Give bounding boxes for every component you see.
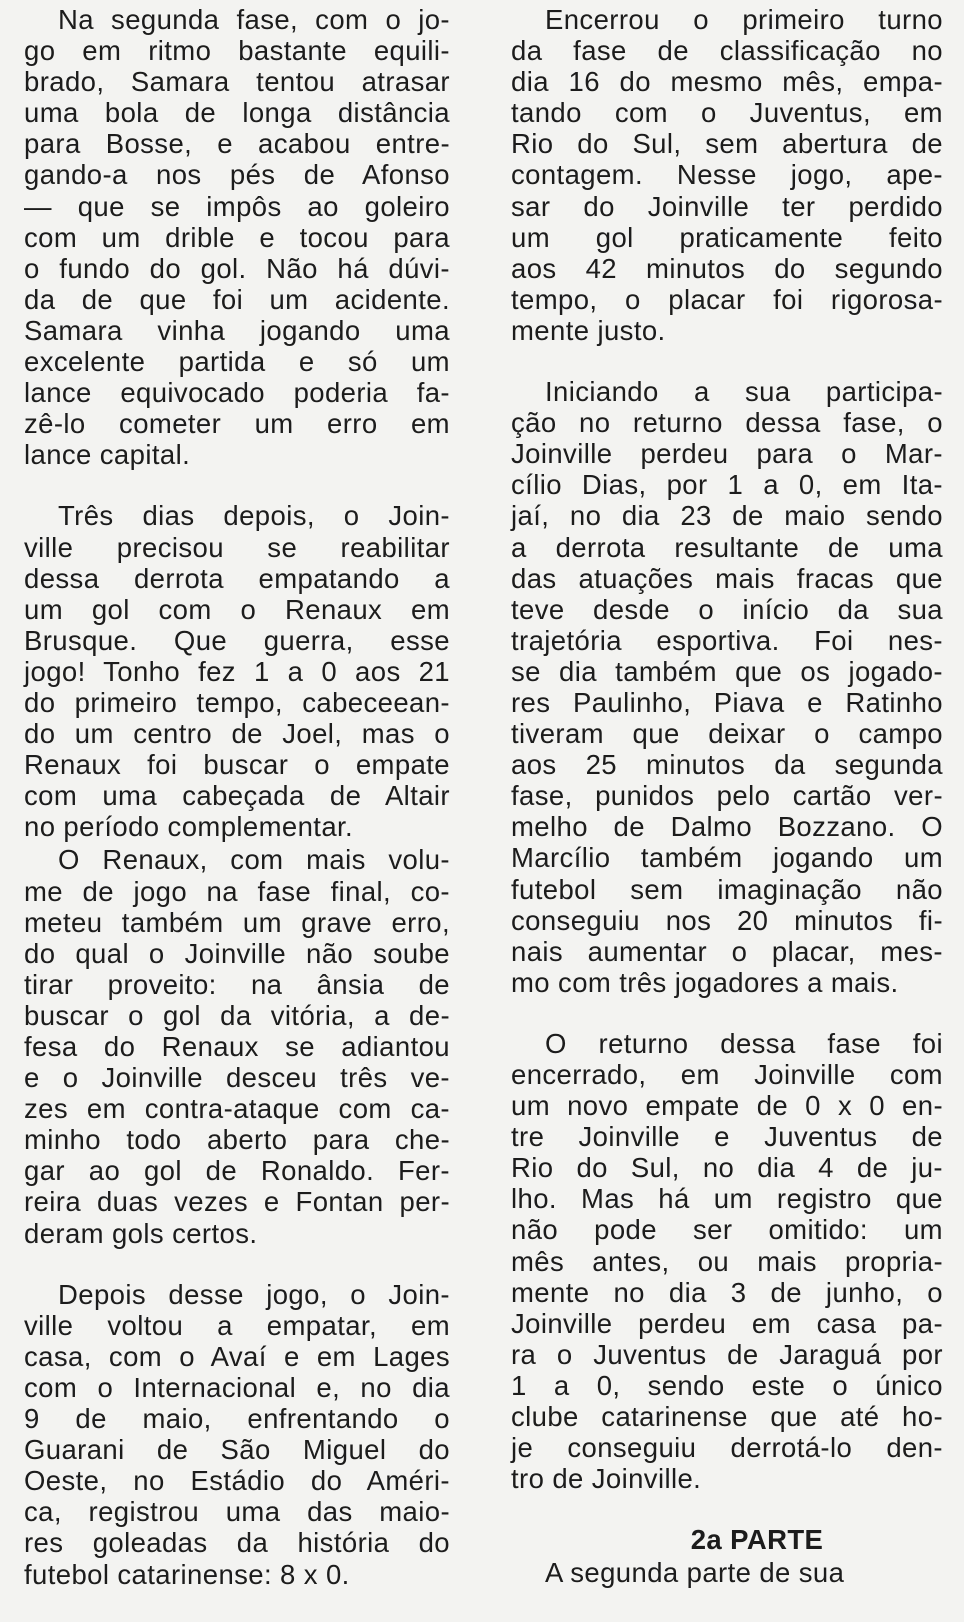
text-line: lho. Mas há um registro que bbox=[511, 1183, 943, 1215]
text-line: não pode ser omitido: um bbox=[511, 1214, 943, 1246]
text-line: um gol com o Renaux em bbox=[24, 593, 450, 625]
text-line: meteu também um grave erro, bbox=[24, 906, 450, 938]
text-line: Três dias depois, o Join- bbox=[58, 500, 450, 532]
text-line: ção no returno dessa fase, o bbox=[511, 407, 943, 439]
text-line: ville precisou se reabilitar bbox=[24, 531, 450, 563]
text-line: cílio Dias, por 1 a 0, em Ita- bbox=[511, 469, 943, 501]
text-line: a derrota resultante de uma bbox=[511, 531, 943, 563]
text-line: das atuações mais fracas que bbox=[511, 562, 943, 594]
text-line: um novo empate de 0 x 0 en- bbox=[511, 1090, 943, 1122]
text-line: gar ao gol de Ronaldo. Fer- bbox=[24, 1155, 450, 1187]
text-line: mo com três jogadores a mais. bbox=[511, 966, 899, 998]
text-line: com um drible e tocou para bbox=[24, 221, 450, 253]
text-line: excelente partida e só um bbox=[24, 346, 450, 378]
text-line: reira duas vezes e Fontan per- bbox=[24, 1186, 450, 1218]
text-line: da de que foi um acidente. bbox=[24, 283, 450, 315]
text-line: minho todo aberto para che- bbox=[24, 1124, 450, 1156]
text-line: Rio do Sul, no dia 4 de ju- bbox=[511, 1152, 943, 1184]
paragraph bbox=[511, 4, 943, 346]
text-line: Marcílio também jogando um bbox=[511, 842, 943, 874]
section-heading bbox=[511, 1524, 943, 1555]
text-line: ville voltou a empatar, em bbox=[24, 1309, 450, 1341]
text-line: zes em contra-ataque com ca- bbox=[24, 1093, 450, 1125]
text-line: melho de Dalmo Bozzano. O bbox=[511, 811, 943, 843]
text-line: tre Joinville e Juventus de bbox=[511, 1121, 943, 1153]
text-line: encerrado, em Joinville com bbox=[511, 1059, 943, 1090]
text-line: fase, punidos pelo cartão ver- bbox=[511, 780, 943, 812]
text-line: casa, com o Avaí e em Lages bbox=[24, 1340, 450, 1372]
text-line: buscar o gol da vitória, a de- bbox=[24, 999, 450, 1031]
paragraph bbox=[511, 1028, 943, 1494]
text-line: sar do Joinville ter perdido bbox=[511, 190, 943, 222]
paragraph-gap bbox=[24, 1249, 450, 1279]
text-line: um gol praticamente feito bbox=[511, 221, 943, 253]
text-line: O Renaux, com mais volu- bbox=[58, 844, 450, 876]
text-line: A segunda parte de sua bbox=[545, 1557, 845, 1589]
text-line: 2a PARTE bbox=[690, 1524, 824, 1556]
text-line: Joinville perdeu em casa pa- bbox=[511, 1307, 943, 1339]
text-line: do um centro de Joel, mas o bbox=[24, 718, 450, 750]
text-line: — que se impôs ao goleiro bbox=[24, 190, 450, 222]
text-line: contagem. Nesse jogo, ape- bbox=[511, 159, 943, 191]
text-line: ca, registrou uma das maio- bbox=[24, 1496, 450, 1528]
text-line: Guarani de São Miguel do bbox=[24, 1434, 450, 1466]
text-line: com uma cabeçada de Altair bbox=[24, 780, 450, 812]
text-line: dessa derrota empatando a bbox=[24, 562, 450, 594]
text-line: tirar proveito: na ânsia de bbox=[24, 968, 450, 1000]
text-line: mente justo. bbox=[511, 314, 666, 346]
text-line: je conseguiu derrotá-lo den- bbox=[511, 1432, 943, 1464]
paragraph bbox=[24, 1279, 450, 1590]
text-line: se dia também que os jogado- bbox=[511, 655, 943, 687]
text-line: O returno dessa fase foi bbox=[545, 1027, 943, 1059]
text-line: do primeiro tempo, cabeceean- bbox=[24, 686, 450, 718]
text-line: com o Internacional e, no dia bbox=[24, 1371, 450, 1403]
right-column bbox=[511, 4, 943, 1589]
text-line: gando-a nos pés de Afonso bbox=[24, 159, 450, 191]
paragraph-gap bbox=[511, 1494, 943, 1524]
text-line: res Paulinho, Piava e Ratinho bbox=[511, 686, 943, 718]
text-line: aos 42 minutos do segundo bbox=[511, 252, 943, 284]
text-line: mês antes, ou mais propria- bbox=[511, 1245, 943, 1277]
text-line: lance capital. bbox=[24, 439, 191, 471]
text-line: o fundo do gol. Não há dúvi- bbox=[24, 252, 450, 284]
text-line: e o Joinville desceu três ve- bbox=[24, 1062, 450, 1094]
text-line: tando com o Juventus, em bbox=[511, 97, 943, 129]
text-line: no período complementar. bbox=[24, 811, 354, 843]
text-line: Joinville perdeu para o Mar- bbox=[511, 438, 943, 470]
text-line: Rio do Sul, sem abertura de bbox=[511, 128, 943, 160]
text-line: deram gols certos. bbox=[24, 1217, 258, 1249]
paragraph-gap bbox=[511, 998, 943, 1028]
text-line: me de jogo na fase final, co- bbox=[24, 875, 450, 907]
text-line: lance equivocado poderia fa- bbox=[24, 377, 450, 409]
text-line: clube catarinense que até ho- bbox=[511, 1401, 943, 1433]
paragraph bbox=[24, 4, 450, 470]
text-line: teve desde o início da sua bbox=[511, 593, 943, 625]
text-line: Oeste, no Estádio do Améri- bbox=[24, 1465, 450, 1497]
paragraph bbox=[24, 500, 450, 842]
paragraph bbox=[24, 844, 450, 1248]
text-line: tiveram que deixar o campo bbox=[511, 718, 943, 750]
text-line: trajetória esportiva. Foi nes- bbox=[511, 624, 943, 656]
text-line: conseguiu nos 20 minutos fi- bbox=[511, 904, 943, 936]
text-line: nais aumentar o placar, mes- bbox=[511, 935, 943, 967]
text-line: mente no dia 3 de junho, o bbox=[511, 1276, 943, 1308]
paragraph bbox=[511, 1557, 943, 1588]
text-line: ra o Juventus de Jaraguá por bbox=[511, 1338, 943, 1370]
text-line: fesa do Renaux se adiantou bbox=[24, 1031, 450, 1062]
text-line: brado, Samara tentou atrasar bbox=[24, 66, 450, 98]
text-line: da fase de classificação no bbox=[511, 35, 943, 67]
text-line: tempo, o placar foi rigorosa- bbox=[511, 283, 943, 315]
text-line: res goleadas da história do bbox=[24, 1527, 450, 1559]
text-line: futebol sem imaginação não bbox=[511, 873, 943, 905]
text-line: Renaux foi buscar o empate bbox=[24, 749, 450, 781]
text-line: Samara vinha jogando uma bbox=[24, 314, 450, 346]
text-line: 1 a 0, sendo este o único bbox=[511, 1369, 943, 1401]
paragraph-gap bbox=[511, 346, 943, 376]
text-line: tro de Joinville. bbox=[511, 1463, 702, 1495]
text-line: go em ritmo bastante equili- bbox=[24, 35, 450, 67]
text-line: Brusque. Que guerra, esse bbox=[24, 624, 450, 656]
text-line: zê-lo cometer um erro em bbox=[24, 408, 450, 440]
text-line: para Bosse, e acabou entre- bbox=[24, 128, 450, 160]
text-line: do qual o Joinville não soube bbox=[24, 937, 450, 969]
left-column bbox=[24, 4, 450, 1590]
text-line: 9 de maio, enfrentando o bbox=[24, 1403, 450, 1435]
text-line: Na segunda fase, com o jo- bbox=[58, 4, 450, 35]
text-line: Encerrou o primeiro turno bbox=[545, 4, 943, 35]
text-line: uma bola de longa distância bbox=[24, 97, 450, 129]
text-line: jaí, no dia 23 de maio sendo bbox=[511, 500, 943, 532]
text-line: jogo! Tonho fez 1 a 0 aos 21 bbox=[24, 655, 450, 687]
paragraph-gap bbox=[24, 470, 450, 500]
text-line: dia 16 do mesmo mês, empa- bbox=[511, 66, 943, 98]
text-line: futebol catarinense: 8 x 0. bbox=[24, 1558, 350, 1590]
text-line: Iniciando a sua participa- bbox=[545, 376, 943, 408]
paragraph bbox=[511, 376, 943, 998]
text-line: Depois desse jogo, o Join- bbox=[58, 1278, 450, 1310]
text-line: aos 25 minutos da segunda bbox=[511, 749, 943, 781]
